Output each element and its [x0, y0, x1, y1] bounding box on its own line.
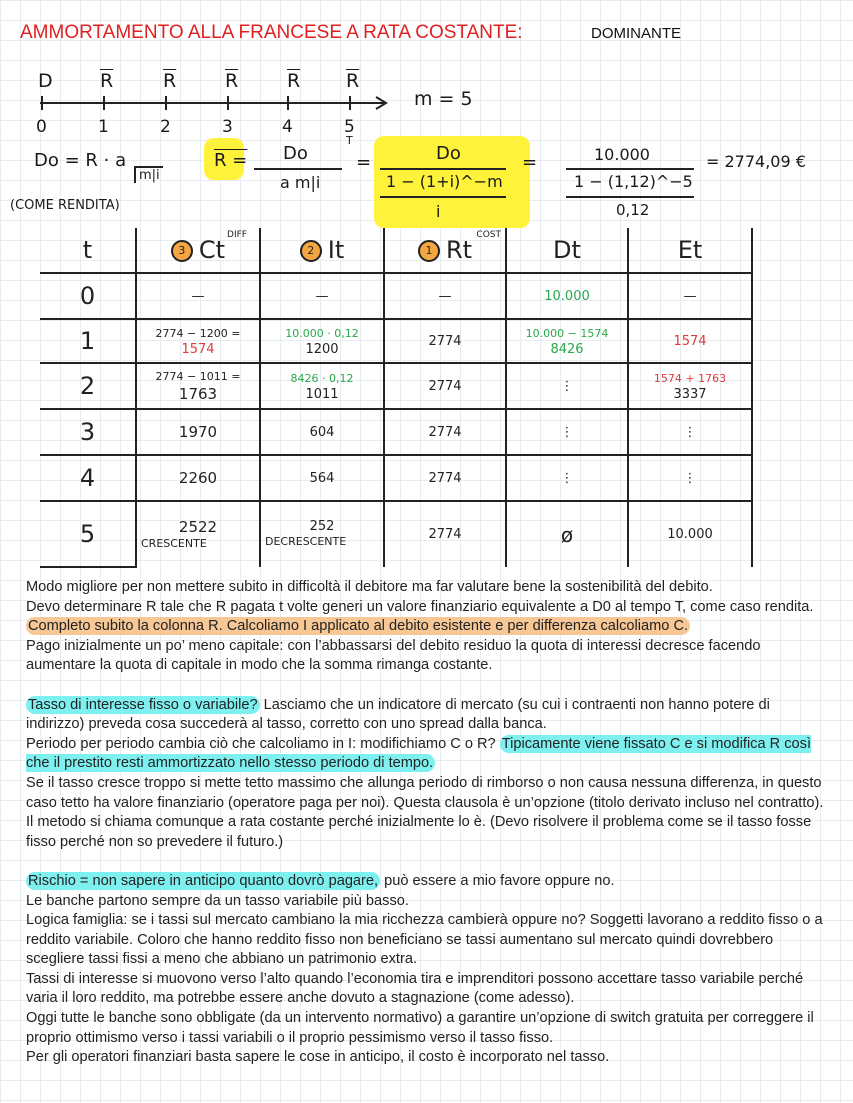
cell-rt: 2774 [384, 455, 506, 501]
formula-r-eq: R = [214, 150, 248, 171]
cell-et-calc: 1574 + 1763 [653, 371, 727, 385]
equals-sign: = [356, 152, 372, 173]
paragraph: Tassi di interesse si muovono verso l’alto quando l’economia tira e imprenditori possono accettare tasso variabile perché varia il loro reddito, ma potrebbe essere anche dovuto a stagnazione (come adesso). [26, 970, 804, 1007]
timeline-top-label: $\overline{R}$ [225, 70, 239, 92]
header-rt [384, 228, 506, 273]
timeline-t-label: T [346, 134, 353, 147]
header-dt [506, 228, 628, 273]
cell-it-value: 252 [309, 519, 335, 534]
formula-frac1-den: a m|i [280, 173, 321, 192]
header-et-label: Et [677, 236, 703, 264]
cell-it: 604 [260, 409, 384, 455]
cell-et: ⋮ [628, 455, 752, 501]
cell-dt: ⋮ [506, 409, 628, 455]
paragraph [26, 735, 831, 774]
cell-it [260, 501, 384, 567]
header-ct-sup: DIFF [227, 230, 247, 240]
cell-rt: 2774 [384, 501, 506, 567]
notes-text [26, 578, 831, 1068]
badge-icon: 2 [300, 240, 322, 262]
cell-it [260, 363, 384, 409]
cell-et: — [628, 273, 752, 319]
cell-ct-value: 1574 [181, 341, 215, 357]
badge-icon: 3 [171, 240, 193, 262]
table-row [40, 455, 752, 501]
timeline-m-label: m = 5 [414, 88, 473, 110]
cell-ct-calc: 2774 − 1200 = [155, 326, 241, 340]
cell-ct-value: 2522 [178, 517, 218, 536]
highlighted-text: Tasso di interesse fisso o variabile? [28, 696, 258, 713]
table-row [40, 273, 752, 319]
highlighted-text: Tipicamente viene fissato C e si modifica R così che il prestito resti ammortizzato nello stesso periodo di tempo. [26, 735, 812, 772]
highlighted-text: Rischio = non sapere in anticipo quanto dovrò pagare, [28, 872, 379, 889]
cell-t: 3 [40, 409, 136, 455]
cell-et: ⋮ [628, 409, 752, 455]
page-subtitle: DOMINANTE [591, 25, 681, 42]
timeline-top-label: $\overline{R}$ [163, 70, 177, 92]
timeline-bottom-label: 3 [222, 117, 233, 137]
cell-et [628, 363, 752, 409]
paragraph-text: Periodo per periodo cambia ciò che calcoliamo in I: modifichiamo C o R? [26, 735, 500, 752]
timeline-axis [36, 92, 396, 114]
formula-frac2-den2: i [436, 202, 441, 221]
header-rt-sup: COST [476, 230, 501, 240]
fraction-line [566, 196, 694, 198]
cell-t: 0 [40, 273, 136, 319]
paragraph: Se il tasso cresce troppo si mette tetto massimo che allunga periodo di rimborso o non causa nessuna differenza, in questo caso tetto ha valore finanziario (operatore paga per noi). Questa clausola è un’opzione (titolo derivato incluso nel contratto). Il metodo si chiama comunque a rata costante perché inizialmente lo è. (Devo risolvere il problema come se il tasso fosse fisso perché non so prevedere il futuro.) [26, 774, 824, 850]
cell-ct: 1970 [136, 409, 260, 455]
paragraph [26, 617, 831, 637]
cell-t: 4 [40, 455, 136, 501]
timeline-bottom-label: 4 [282, 117, 293, 137]
paragraph: Le banche partono sempre da un tasso variabile più basso. [26, 892, 409, 909]
timeline-bottom-label: 2 [160, 117, 171, 137]
cell-ct-calc: 2774 − 1011 = [155, 370, 241, 383]
timeline-bottom-label: 5 [344, 117, 355, 137]
paragraph: Logica famiglia: se i tassi sul mercato cambiano la mia ricchezza cambierà oppure no? Soggetti lavorano a reddito fisso o a reddito variabile. Coloro che hanno reddito fisso non beneficiano se tassi aumentano sul mercato quindi dovrebbero scegliere tassi fissi a meno che abbiano un patrimonio extra. [26, 912, 823, 968]
header-it-label: It [327, 236, 345, 264]
cell-it: — [260, 273, 384, 319]
table-row [40, 501, 752, 567]
cell-it-calc: 8426 · 0,12 [290, 371, 354, 385]
cell-et-value: 3337 [673, 386, 707, 402]
formula-frac2-den: 1 − (1+i)^−m [386, 172, 503, 191]
formula-frac1-num: Do [283, 143, 308, 164]
paragraph: Per gli operatori finanziari basta sapere le cose in anticipo, il costo è incorporato nel tasso. [26, 1049, 610, 1066]
cell-dt [506, 319, 628, 363]
paragraph-text: può essere a mio favore oppure no. [380, 872, 615, 889]
timeline-top-label: $\overline{R}$ [346, 70, 360, 92]
formula-lhs-sub: m|i [134, 166, 163, 183]
ct-footer: CRESCENTE [141, 536, 207, 550]
cell-t: 2 [40, 363, 136, 409]
paragraph: Oggi tutte le banche sono obbligate (da un intervento normativo) a garantire un’opzione di switch gratuita per correggere il proprio ottimismo verso i tassi variabili o il proprio pessimismo verso il tasso fisso. [26, 1010, 814, 1046]
paragraph [26, 696, 831, 735]
cell-ct [136, 501, 260, 567]
cell-et: 10.000 [628, 501, 752, 567]
cell-it [260, 319, 384, 363]
cell-dt: ⋮ [506, 455, 628, 501]
cell-rt: 2774 [384, 363, 506, 409]
page-title: AMMORTAMENTO ALLA FRANCESE A RATA COSTANTE: [20, 22, 523, 43]
formula-frac3-num: 10.000 [594, 145, 650, 164]
fraction-line [566, 168, 694, 170]
fraction-line [254, 168, 342, 170]
header-ct [136, 228, 260, 273]
formula-frac2-num: Do [436, 143, 461, 164]
cell-dt: ø [506, 501, 628, 567]
cell-it: 564 [260, 455, 384, 501]
cell-t: 1 [40, 319, 136, 363]
cell-it-value: 1011 [305, 386, 339, 402]
paragraph: Devo determinare R tale che R pagata t volte generi un valore finanziario equivalente a D0 al tempo T, come caso rendita. [26, 598, 814, 615]
header-dt-label: Dt [553, 236, 581, 264]
timeline-top-label: D [38, 70, 53, 92]
cell-ct-value: 1763 [178, 385, 218, 403]
formula-result: = 2774,09 € [706, 152, 806, 171]
cell-ct: 2260 [136, 455, 260, 501]
paragraph [26, 872, 831, 892]
table-row [40, 363, 752, 409]
formula-lhs: Do = R · a [34, 150, 127, 171]
it-footer: DECRESCENTE [265, 535, 347, 548]
cell-ct: — [136, 273, 260, 319]
equals-sign: = [522, 152, 538, 173]
header-et [628, 228, 752, 273]
cell-ct [136, 319, 260, 363]
cell-rt: 2774 [384, 409, 506, 455]
paragraph: Modo migliore per non mettere subito in difficoltà il debitore ma far valutare bene la sostenibilità del debito. [26, 579, 713, 595]
badge-icon: 1 [418, 240, 440, 262]
amortization-table [40, 228, 753, 568]
cell-ct [136, 363, 260, 409]
cell-rt: 2774 [384, 319, 506, 363]
fraction-line [380, 168, 506, 170]
paragraph-text: Lasciamo che un indicatore di mercato (su cui i contraenti non hanno potere di indirizzo) preveda cosa succederà al tasso, corretto con uno spread dalla banca. [26, 696, 770, 733]
header-it [260, 228, 384, 273]
header-ct-label: Ct [198, 236, 226, 264]
timeline-top-label: $\overline{R}$ [100, 70, 114, 92]
cell-et: 1574 [628, 319, 752, 363]
header-t [40, 228, 136, 273]
formula-frac3-den2: 0,12 [616, 201, 650, 219]
formula-frac3-den: 1 − (1,12)^−5 [574, 172, 693, 191]
header-rt-label: Rt [445, 236, 473, 264]
cell-it-calc: 10.000 · 0,12 [285, 326, 359, 340]
timeline-top-label: $\overline{R}$ [287, 70, 301, 92]
paragraph: Pago inizialmente un po’ meno capitale: con l’abbassarsi del debito residuo la quota di interessi decresce facendo aumentare la quota di capitale in modo che la somma rimanga costante. [26, 637, 761, 674]
formula-note: (COME RENDITA) [10, 198, 120, 213]
timeline-bottom-label: 1 [98, 117, 109, 137]
cell-dt: ⋮ [506, 363, 628, 409]
timeline-bottom-label: 0 [36, 117, 47, 137]
cell-it-value: 1200 [305, 341, 339, 357]
highlighted-text: Completo subito la colonna R. Calcoliamo I applicato al debito esistente e per differenza calcoliamo C. [28, 618, 689, 635]
cell-rt: — [384, 273, 506, 319]
table-row [40, 409, 752, 455]
cell-dt-calc: 10.000 − 1574 [525, 326, 609, 340]
cell-t: 5 [40, 501, 136, 567]
table-row [40, 319, 752, 363]
cell-dt-value: 8426 [550, 341, 584, 357]
header-t-label: t [82, 236, 93, 264]
table-header-row [40, 228, 752, 273]
fraction-line [380, 196, 506, 198]
cell-dt: 10.000 [506, 273, 628, 319]
